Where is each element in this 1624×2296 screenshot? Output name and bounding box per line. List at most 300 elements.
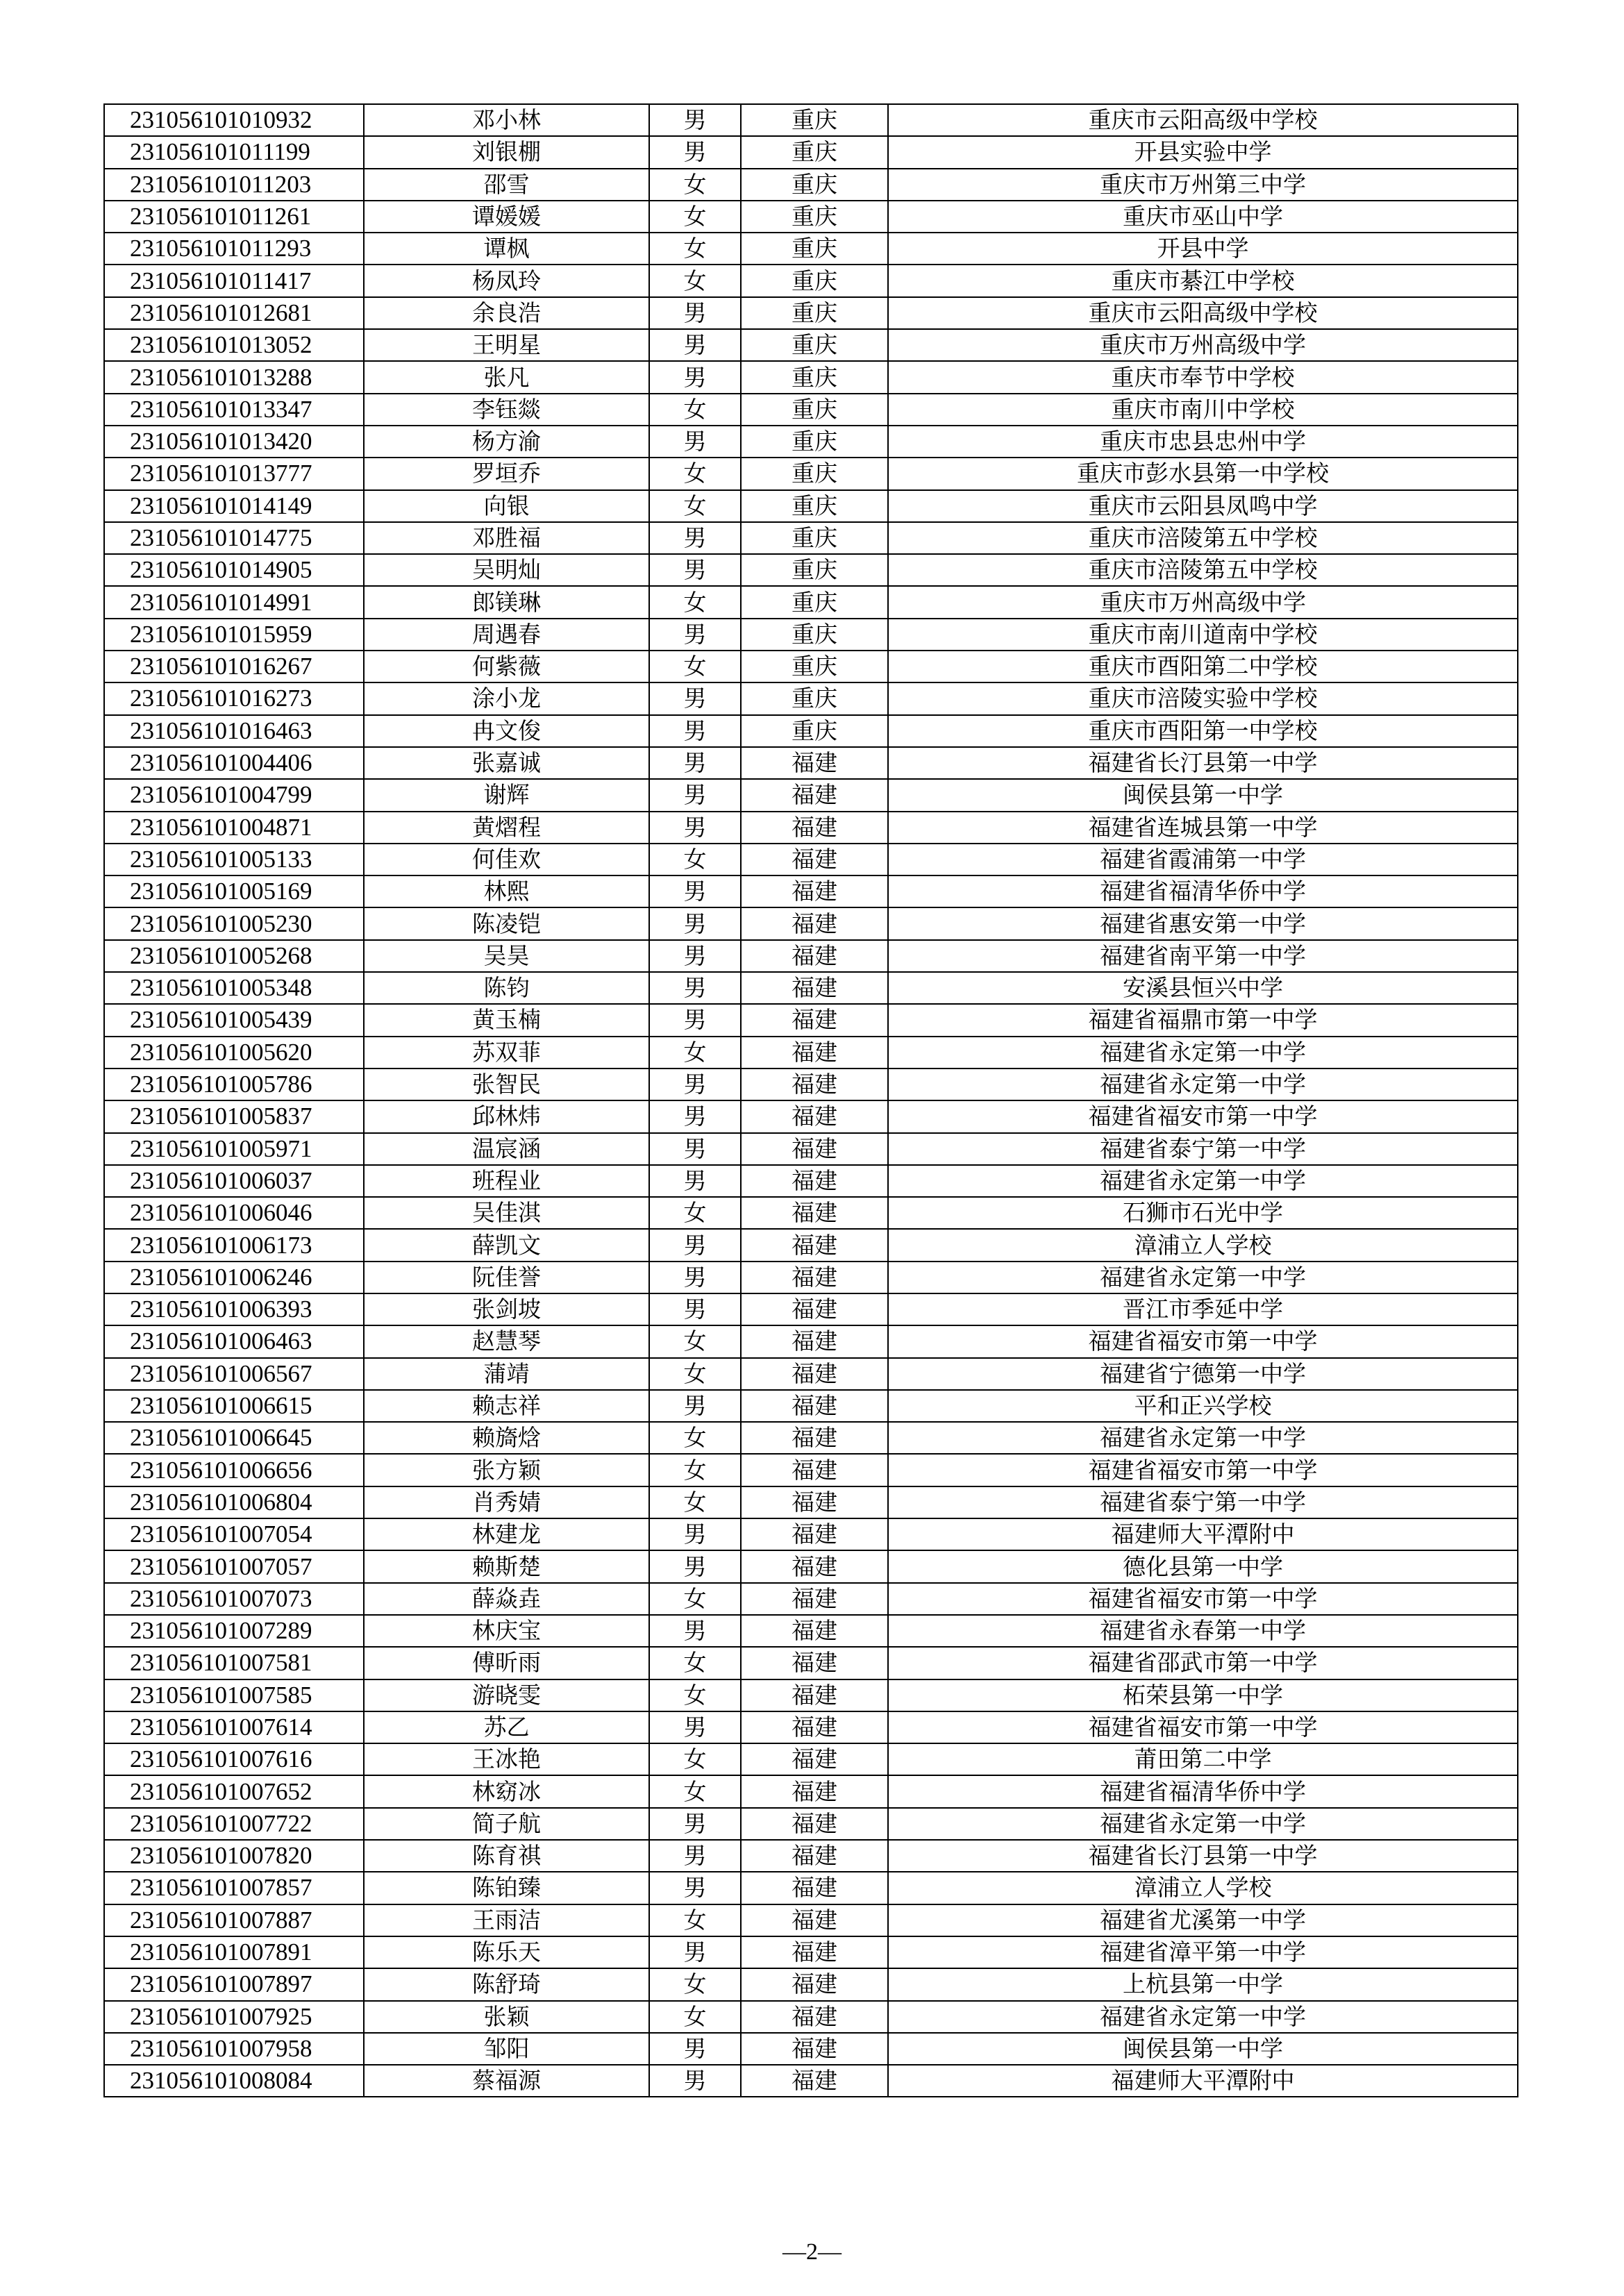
school-cell: 福建省泰宁第一中学 [888, 1133, 1518, 1165]
school-cell: 福建省福鼎市第一中学 [888, 1004, 1518, 1036]
name-cell: 陈凌铠 [364, 907, 649, 939]
gender-cell: 男 [649, 1293, 741, 1325]
gender-cell: 男 [649, 522, 741, 554]
gender-cell: 男 [649, 940, 741, 972]
region-cell: 福建 [741, 1968, 888, 2000]
name-cell: 吴昊 [364, 940, 649, 972]
table-row [104, 1904, 1518, 1936]
region-cell: 重庆 [741, 586, 888, 618]
table-row [104, 1968, 1518, 2000]
region-cell: 福建 [741, 972, 888, 1004]
school-cell: 柘荣县第一中学 [888, 1679, 1518, 1711]
student-id-cell: 231056101006567 [104, 1358, 364, 1390]
region-cell: 福建 [741, 1165, 888, 1197]
region-cell: 福建 [741, 1390, 888, 1422]
region-cell: 重庆 [741, 233, 888, 265]
name-cell: 蒲靖 [364, 1358, 649, 1390]
region-cell: 福建 [741, 1679, 888, 1711]
table-row [104, 1454, 1518, 1486]
region-cell: 福建 [741, 1004, 888, 1036]
school-cell: 福建省邵武市第一中学 [888, 1647, 1518, 1679]
name-cell: 苏乙 [364, 1711, 649, 1743]
student-id-cell: 231056101005786 [104, 1069, 364, 1100]
gender-cell: 女 [649, 1422, 741, 1454]
name-cell: 简子航 [364, 1808, 649, 1840]
name-cell: 蔡福源 [364, 2065, 649, 2097]
gender-cell: 男 [649, 554, 741, 586]
name-cell: 阮佳誉 [364, 1262, 649, 1293]
name-cell: 王明星 [364, 329, 649, 361]
table-row [104, 1679, 1518, 1711]
name-cell: 张剑坡 [364, 1293, 649, 1325]
gender-cell: 男 [649, 875, 741, 907]
name-cell: 邓胜福 [364, 522, 649, 554]
name-cell: 涂小龙 [364, 682, 649, 714]
region-cell: 福建 [741, 1133, 888, 1165]
table-row [104, 586, 1518, 618]
table-row [104, 1550, 1518, 1582]
student-id-cell: 231056101015959 [104, 619, 364, 651]
gender-cell: 男 [649, 1262, 741, 1293]
school-cell: 漳浦立人学校 [888, 1872, 1518, 1904]
school-cell: 福建省永定第一中学 [888, 1262, 1518, 1293]
student-id-cell: 231056101007891 [104, 1936, 364, 1968]
gender-cell: 男 [649, 1550, 741, 1582]
student-id-cell: 231056101012681 [104, 297, 364, 329]
table-row [104, 1197, 1518, 1229]
school-cell: 开县实验中学 [888, 136, 1518, 168]
region-cell: 福建 [741, 1037, 888, 1069]
school-cell: 重庆市忠县忠州中学 [888, 426, 1518, 458]
student-id-cell: 231056101007073 [104, 1583, 364, 1615]
region-cell: 福建 [741, 1936, 888, 1968]
name-cell: 林窈冰 [364, 1775, 649, 1807]
name-cell: 张颖 [364, 2001, 649, 2033]
student-id-cell: 231056101005439 [104, 1004, 364, 1036]
table-row [104, 1808, 1518, 1840]
gender-cell: 男 [649, 1069, 741, 1100]
table-row [104, 394, 1518, 426]
school-cell: 福建省长汀县第一中学 [888, 1840, 1518, 1872]
region-cell: 重庆 [741, 265, 888, 296]
student-id-cell: 231056101006463 [104, 1325, 364, 1357]
student-id-cell: 231056101016273 [104, 682, 364, 714]
region-cell: 重庆 [741, 554, 888, 586]
region-cell: 福建 [741, 1775, 888, 1807]
name-cell: 杨凤玲 [364, 265, 649, 296]
region-cell: 福建 [741, 1808, 888, 1840]
student-id-cell: 231056101011203 [104, 169, 364, 201]
name-cell: 吴明灿 [364, 554, 649, 586]
name-cell: 谭媛媛 [364, 201, 649, 233]
table-row [104, 1743, 1518, 1775]
name-cell: 林庆宝 [364, 1615, 649, 1647]
student-id-cell: 231056101011261 [104, 201, 364, 233]
school-cell: 福建省永定第一中学 [888, 1808, 1518, 1840]
gender-cell: 男 [649, 1936, 741, 1968]
table-row [104, 1936, 1518, 1968]
gender-cell: 女 [649, 169, 741, 201]
gender-cell: 女 [649, 1647, 741, 1679]
student-id-cell: 231056101007616 [104, 1743, 364, 1775]
table-row [104, 1422, 1518, 1454]
region-cell: 福建 [741, 940, 888, 972]
table-row [104, 907, 1518, 939]
table-row [104, 2033, 1518, 2065]
gender-cell: 男 [649, 1808, 741, 1840]
region-cell: 福建 [741, 2001, 888, 2033]
name-cell: 赖斯楚 [364, 1550, 649, 1582]
school-cell: 福建省南平第一中学 [888, 940, 1518, 972]
region-cell: 重庆 [741, 651, 888, 682]
student-id-cell: 231056101006046 [104, 1197, 364, 1229]
gender-cell: 女 [649, 651, 741, 682]
school-cell: 重庆市巫山中学 [888, 201, 1518, 233]
student-id-cell: 231056101013420 [104, 426, 364, 458]
gender-cell: 男 [649, 907, 741, 939]
school-cell: 重庆市万州高级中学 [888, 586, 1518, 618]
table-row [104, 169, 1518, 201]
gender-cell: 男 [649, 136, 741, 168]
region-cell: 福建 [741, 1454, 888, 1486]
region-cell: 重庆 [741, 104, 888, 136]
student-id-cell: 231056101011417 [104, 265, 364, 296]
table-row [104, 1872, 1518, 1904]
school-cell: 晋江市季延中学 [888, 1293, 1518, 1325]
school-cell: 福建省漳平第一中学 [888, 1936, 1518, 1968]
school-cell: 福建省惠安第一中学 [888, 907, 1518, 939]
gender-cell: 女 [649, 458, 741, 489]
table-row [104, 1325, 1518, 1357]
student-id-cell: 231056101006645 [104, 1422, 364, 1454]
gender-cell: 女 [649, 233, 741, 265]
table-row [104, 715, 1518, 747]
student-id-cell: 231056101010932 [104, 104, 364, 136]
student-id-cell: 231056101004406 [104, 747, 364, 779]
school-cell: 重庆市南川道南中学校 [888, 619, 1518, 651]
name-cell: 罗垣乔 [364, 458, 649, 489]
table-row [104, 651, 1518, 682]
gender-cell: 男 [649, 104, 741, 136]
table-row [104, 1004, 1518, 1036]
name-cell: 张凡 [364, 361, 649, 393]
gender-cell: 男 [649, 2033, 741, 2065]
school-cell: 重庆市云阳高级中学校 [888, 297, 1518, 329]
school-cell: 重庆市云阳县凤鸣中学 [888, 490, 1518, 522]
student-id-cell: 231056101013288 [104, 361, 364, 393]
student-id-cell: 231056101007289 [104, 1615, 364, 1647]
student-id-cell: 231056101007652 [104, 1775, 364, 1807]
page-number: —2— [782, 2239, 842, 2265]
region-cell: 福建 [741, 2065, 888, 2097]
gender-cell: 女 [649, 1583, 741, 1615]
school-cell: 福建省宁德第一中学 [888, 1358, 1518, 1390]
table-row [104, 844, 1518, 875]
school-cell: 重庆市涪陵第五中学校 [888, 554, 1518, 586]
region-cell: 福建 [741, 1197, 888, 1229]
name-cell: 何佳欢 [364, 844, 649, 875]
name-cell: 邵雪 [364, 169, 649, 201]
table-row [104, 1133, 1518, 1165]
table-row [104, 297, 1518, 329]
table-row [104, 1100, 1518, 1132]
table-row [104, 1775, 1518, 1807]
name-cell: 王雨洁 [364, 1904, 649, 1936]
school-cell: 重庆市奉节中学校 [888, 361, 1518, 393]
region-cell: 福建 [741, 844, 888, 875]
student-id-cell: 231056101007925 [104, 2001, 364, 2033]
gender-cell: 女 [649, 1358, 741, 1390]
name-cell: 林熙 [364, 875, 649, 907]
table-row [104, 1262, 1518, 1293]
gender-cell: 女 [649, 1968, 741, 2000]
school-cell: 福建省永定第一中学 [888, 1037, 1518, 1069]
name-cell: 薛焱垚 [364, 1583, 649, 1615]
student-id-cell: 231056101006246 [104, 1262, 364, 1293]
school-cell: 重庆市酉阳第二中学校 [888, 651, 1518, 682]
region-cell: 福建 [741, 1615, 888, 1647]
name-cell: 陈育祺 [364, 1840, 649, 1872]
region-cell: 福建 [741, 1904, 888, 1936]
name-cell: 杨方渝 [364, 426, 649, 458]
school-cell: 福建省永定第一中学 [888, 2001, 1518, 2033]
student-id-cell: 231056101014905 [104, 554, 364, 586]
region-cell: 福建 [741, 1518, 888, 1550]
name-cell: 邱林炜 [364, 1100, 649, 1132]
table-row [104, 1229, 1518, 1261]
roster-table [103, 103, 1518, 2097]
table-row [104, 554, 1518, 586]
student-id-cell: 231056101007614 [104, 1711, 364, 1743]
gender-cell: 女 [649, 1197, 741, 1229]
school-cell: 福建省尤溪第一中学 [888, 1904, 1518, 1936]
region-cell: 福建 [741, 1069, 888, 1100]
table-row [104, 2001, 1518, 2033]
table-row [104, 458, 1518, 489]
region-cell: 福建 [741, 1262, 888, 1293]
region-cell: 重庆 [741, 169, 888, 201]
gender-cell: 男 [649, 619, 741, 651]
region-cell: 重庆 [741, 490, 888, 522]
student-id-cell: 231056101013052 [104, 329, 364, 361]
table-row [104, 1840, 1518, 1872]
school-cell: 德化县第一中学 [888, 1550, 1518, 1582]
table-row [104, 329, 1518, 361]
name-cell: 冉文俊 [364, 715, 649, 747]
table-row [104, 1165, 1518, 1197]
region-cell: 重庆 [741, 136, 888, 168]
school-cell: 重庆市云阳高级中学校 [888, 104, 1518, 136]
student-id-cell: 231056101016267 [104, 651, 364, 682]
gender-cell: 男 [649, 1004, 741, 1036]
school-cell: 石狮市石光中学 [888, 1197, 1518, 1229]
school-cell: 漳浦立人学校 [888, 1229, 1518, 1261]
school-cell: 福建省福清华侨中学 [888, 1775, 1518, 1807]
table-row [104, 619, 1518, 651]
name-cell: 邓小林 [364, 104, 649, 136]
name-cell: 黄熠程 [364, 812, 649, 844]
student-id-cell: 231056101005348 [104, 972, 364, 1004]
student-id-cell: 231056101004799 [104, 779, 364, 811]
school-cell: 福建省霞浦第一中学 [888, 844, 1518, 875]
table-row [104, 1037, 1518, 1069]
table-row [104, 1711, 1518, 1743]
table-row [104, 875, 1518, 907]
school-cell: 重庆市涪陵第五中学校 [888, 522, 1518, 554]
school-cell: 福建省长汀县第一中学 [888, 747, 1518, 779]
student-id-cell: 231056101007887 [104, 1904, 364, 1936]
name-cell: 张智民 [364, 1069, 649, 1100]
school-cell: 福建省泰宁第一中学 [888, 1486, 1518, 1518]
school-cell: 福建省福安市第一中学 [888, 1325, 1518, 1357]
region-cell: 福建 [741, 875, 888, 907]
school-cell: 福建省永定第一中学 [888, 1165, 1518, 1197]
name-cell: 苏双菲 [364, 1037, 649, 1069]
gender-cell: 男 [649, 682, 741, 714]
region-cell: 福建 [741, 1711, 888, 1743]
name-cell: 游晓雯 [364, 1679, 649, 1711]
student-id-cell: 231056101007054 [104, 1518, 364, 1550]
name-cell: 傅昕雨 [364, 1647, 649, 1679]
school-cell: 福建省永定第一中学 [888, 1069, 1518, 1100]
school-cell: 重庆市彭水县第一中学校 [888, 458, 1518, 489]
school-cell: 重庆市南川中学校 [888, 394, 1518, 426]
region-cell: 福建 [741, 747, 888, 779]
student-id-cell: 231056101011199 [104, 136, 364, 168]
student-id-cell: 231056101014149 [104, 490, 364, 522]
school-cell: 平和正兴学校 [888, 1390, 1518, 1422]
region-cell: 重庆 [741, 426, 888, 458]
name-cell: 何紫薇 [364, 651, 649, 682]
student-id-cell: 231056101014991 [104, 586, 364, 618]
region-cell: 重庆 [741, 458, 888, 489]
region-cell: 福建 [741, 812, 888, 844]
region-cell: 福建 [741, 1743, 888, 1775]
region-cell: 福建 [741, 1583, 888, 1615]
student-id-cell: 231056101007857 [104, 1872, 364, 1904]
gender-cell: 女 [649, 2001, 741, 2033]
student-id-cell: 231056101014775 [104, 522, 364, 554]
gender-cell: 男 [649, 715, 741, 747]
table-row [104, 233, 1518, 265]
student-id-cell: 231056101008084 [104, 2065, 364, 2097]
name-cell: 余良浩 [364, 297, 649, 329]
name-cell: 赖志祥 [364, 1390, 649, 1422]
student-id-cell: 231056101006804 [104, 1486, 364, 1518]
school-cell: 福建师大平潭附中 [888, 2065, 1518, 2097]
table-row [104, 972, 1518, 1004]
student-id-cell: 231056101016463 [104, 715, 364, 747]
table-row [104, 1390, 1518, 1422]
name-cell: 张嘉诚 [364, 747, 649, 779]
table-row [104, 522, 1518, 554]
table-row [104, 1358, 1518, 1390]
gender-cell: 女 [649, 490, 741, 522]
student-id-cell: 231056101005133 [104, 844, 364, 875]
student-id-cell: 231056101007722 [104, 1808, 364, 1840]
gender-cell: 男 [649, 1615, 741, 1647]
school-cell: 福建省永定第一中学 [888, 1422, 1518, 1454]
name-cell: 谢辉 [364, 779, 649, 811]
school-cell: 闽侯县第一中学 [888, 779, 1518, 811]
student-id-cell: 231056101005230 [104, 907, 364, 939]
name-cell: 向银 [364, 490, 649, 522]
region-cell: 福建 [741, 1100, 888, 1132]
gender-cell: 男 [649, 1165, 741, 1197]
region-cell: 重庆 [741, 619, 888, 651]
gender-cell: 男 [649, 297, 741, 329]
region-cell: 福建 [741, 1647, 888, 1679]
table-row [104, 1583, 1518, 1615]
gender-cell: 男 [649, 779, 741, 811]
student-id-cell: 231056101007581 [104, 1647, 364, 1679]
name-cell: 谭枫 [364, 233, 649, 265]
student-id-cell: 231056101006173 [104, 1229, 364, 1261]
name-cell: 陈铂臻 [364, 1872, 649, 1904]
name-cell: 王冰艳 [364, 1743, 649, 1775]
gender-cell: 男 [649, 1100, 741, 1132]
name-cell: 张方颖 [364, 1454, 649, 1486]
table-row [104, 490, 1518, 522]
gender-cell: 女 [649, 1454, 741, 1486]
gender-cell: 女 [649, 201, 741, 233]
table-row [104, 1518, 1518, 1550]
gender-cell: 女 [649, 586, 741, 618]
gender-cell: 男 [649, 1518, 741, 1550]
table-row [104, 1486, 1518, 1518]
table-row [104, 361, 1518, 393]
region-cell: 福建 [741, 1358, 888, 1390]
region-cell: 重庆 [741, 361, 888, 393]
student-id-cell: 231056101005837 [104, 1100, 364, 1132]
gender-cell: 男 [649, 329, 741, 361]
region-cell: 重庆 [741, 522, 888, 554]
name-cell: 周遇春 [364, 619, 649, 651]
name-cell: 肖秀婧 [364, 1486, 649, 1518]
region-cell: 福建 [741, 2033, 888, 2065]
roster-table-body [104, 104, 1518, 2097]
gender-cell: 女 [649, 1679, 741, 1711]
gender-cell: 男 [649, 426, 741, 458]
table-row [104, 747, 1518, 779]
student-id-cell: 231056101013347 [104, 394, 364, 426]
region-cell: 福建 [741, 1872, 888, 1904]
student-id-cell: 231056101013777 [104, 458, 364, 489]
school-cell: 福建省永春第一中学 [888, 1615, 1518, 1647]
region-cell: 重庆 [741, 715, 888, 747]
gender-cell: 女 [649, 1037, 741, 1069]
table-row [104, 1293, 1518, 1325]
table-row [104, 1647, 1518, 1679]
school-cell: 上杭县第一中学 [888, 1968, 1518, 2000]
name-cell: 林建龙 [364, 1518, 649, 1550]
region-cell: 重庆 [741, 201, 888, 233]
region-cell: 福建 [741, 779, 888, 811]
student-id-cell: 231056101005620 [104, 1037, 364, 1069]
table-row [104, 1069, 1518, 1100]
table-row [104, 682, 1518, 714]
name-cell: 陈乐天 [364, 1936, 649, 1968]
table-row [104, 779, 1518, 811]
name-cell: 吴佳淇 [364, 1197, 649, 1229]
student-id-cell: 231056101006615 [104, 1390, 364, 1422]
table-row [104, 2065, 1518, 2097]
gender-cell: 男 [649, 2065, 741, 2097]
school-cell: 福建省福清华侨中学 [888, 875, 1518, 907]
name-cell: 陈钧 [364, 972, 649, 1004]
student-id-cell: 231056101006393 [104, 1293, 364, 1325]
student-id-cell: 231056101007585 [104, 1679, 364, 1711]
